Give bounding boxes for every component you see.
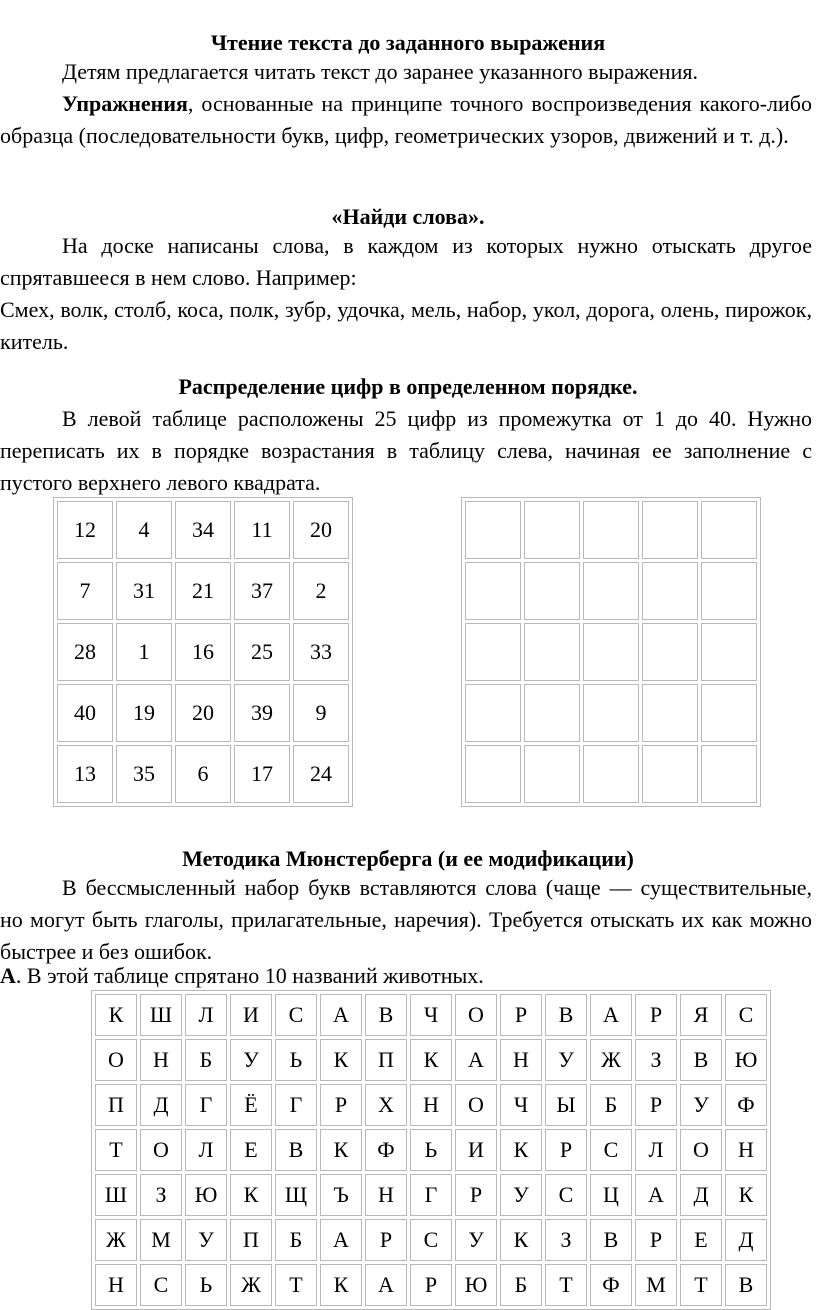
letter-cell: Ь <box>275 1039 317 1081</box>
letter-cell: К <box>230 1174 272 1216</box>
letter-cell: М <box>140 1219 182 1261</box>
empty-cell <box>583 745 639 803</box>
table-row <box>57 623 349 681</box>
number-cell: 16 <box>175 623 231 681</box>
number-cell: 9 <box>293 684 349 742</box>
letter-cell: Ь <box>410 1129 452 1171</box>
letter-cell: К <box>95 994 137 1036</box>
letter-cell: Р <box>365 1219 407 1261</box>
empty-cell <box>524 745 580 803</box>
table-row <box>95 1264 767 1306</box>
letter-cell: Г <box>275 1084 317 1126</box>
letter-cell: Л <box>185 994 227 1036</box>
letter-cell: Р <box>410 1264 452 1306</box>
letter-cell: Н <box>365 1174 407 1216</box>
table-row <box>57 745 349 803</box>
letter-cell: С <box>140 1264 182 1306</box>
letter-cell: З <box>545 1219 587 1261</box>
table-row <box>95 1219 767 1261</box>
letter-cell: Ж <box>95 1219 137 1261</box>
number-cell: 40 <box>57 684 113 742</box>
number-cell: 21 <box>175 562 231 620</box>
letter-cell: А <box>365 1264 407 1306</box>
table-row <box>95 1039 767 1081</box>
reading-text: Детям предлагается читать текст до заранее указанного выражения. <box>62 59 698 84</box>
letter-cell: Д <box>725 1219 767 1261</box>
table-row <box>465 562 757 620</box>
table-row <box>57 501 349 559</box>
letter-cell: Ж <box>590 1039 632 1081</box>
number-cell: 2 <box>293 562 349 620</box>
exercises-label: Упражнения <box>62 91 188 116</box>
empty-cell <box>524 562 580 620</box>
letter-cell: У <box>680 1084 722 1126</box>
letter-cell: У <box>230 1039 272 1081</box>
empty-cell <box>524 684 580 742</box>
empty-cell <box>583 501 639 559</box>
letter-cell: Д <box>680 1174 722 1216</box>
letter-cell: З <box>635 1039 677 1081</box>
letter-cell: Т <box>95 1129 137 1171</box>
letter-cell: С <box>590 1129 632 1171</box>
empty-cell <box>465 501 521 559</box>
letter-cell: П <box>230 1219 272 1261</box>
letter-cell: У <box>500 1174 542 1216</box>
letter-cell: Р <box>455 1174 497 1216</box>
letter-cell: Н <box>725 1129 767 1171</box>
table-row <box>95 1084 767 1126</box>
letter-cell: К <box>320 1264 362 1306</box>
letter-cell: Щ <box>275 1174 317 1216</box>
table-row <box>465 501 757 559</box>
number-cell: 35 <box>116 745 172 803</box>
task-a-line <box>0 960 484 992</box>
find-words-text: На доске написаны слова, в каждом из которых нужно отыскать другое спрятавшееся в нем слово. Например: <box>0 233 812 290</box>
letter-cell: Т <box>545 1264 587 1306</box>
letter-cell: С <box>545 1174 587 1216</box>
letter-cell: Ш <box>140 994 182 1036</box>
letter-cell: В <box>725 1264 767 1306</box>
letter-cell: Д <box>140 1084 182 1126</box>
number-cell: 37 <box>234 562 290 620</box>
empty-cell <box>465 684 521 742</box>
letter-cell: Р <box>635 1219 677 1261</box>
letter-cell: С <box>725 994 767 1036</box>
letter-cell: Б <box>590 1084 632 1126</box>
letter-cell: Ф <box>725 1084 767 1126</box>
letter-cell: Р <box>500 994 542 1036</box>
letter-cell: А <box>635 1174 677 1216</box>
letter-cell: Я <box>680 994 722 1036</box>
exercises-text: , основанные на принципе точного воспроизведения какого-либо образца (последовательности букв, цифр, геометрических узоров, движений и т. д.). <box>0 91 812 148</box>
table-row <box>57 684 349 742</box>
letter-cell: Ф <box>590 1264 632 1306</box>
empty-cell <box>465 745 521 803</box>
letter-cell: Ь <box>185 1264 227 1306</box>
letter-cell: П <box>365 1039 407 1081</box>
letter-cell: Е <box>680 1219 722 1261</box>
letter-cell: С <box>275 994 317 1036</box>
letter-cell: В <box>590 1219 632 1261</box>
letter-cell: П <box>95 1084 137 1126</box>
empty-cell <box>701 501 757 559</box>
section-title-find-words: «Найди слова». <box>331 204 485 229</box>
letter-cell: Т <box>680 1264 722 1306</box>
letter-cell: И <box>455 1129 497 1171</box>
empty-cell <box>701 623 757 681</box>
empty-answer-table <box>461 497 761 807</box>
letter-cell: Ы <box>545 1084 587 1126</box>
letter-cell: З <box>140 1174 182 1216</box>
letter-cell: Р <box>635 994 677 1036</box>
number-cell: 13 <box>57 745 113 803</box>
number-cell: 33 <box>293 623 349 681</box>
letter-cell: О <box>455 1084 497 1126</box>
letter-cell: Ъ <box>320 1174 362 1216</box>
letter-cell: Ж <box>230 1264 272 1306</box>
empty-cell <box>465 562 521 620</box>
letter-cell: Ф <box>365 1129 407 1171</box>
letter-cell: Н <box>140 1039 182 1081</box>
empty-cell <box>642 562 698 620</box>
letter-cell: К <box>320 1129 362 1171</box>
number-cell: 20 <box>175 684 231 742</box>
exercises-paragraph <box>0 88 812 152</box>
table-row <box>57 562 349 620</box>
number-cell: 17 <box>234 745 290 803</box>
letter-cell: К <box>725 1174 767 1216</box>
empty-cell <box>583 562 639 620</box>
number-cell: 39 <box>234 684 290 742</box>
letter-cell: Ш <box>95 1174 137 1216</box>
letter-cell: И <box>230 994 272 1036</box>
letter-cell: Н <box>410 1084 452 1126</box>
table-row <box>465 623 757 681</box>
numbers-table <box>53 497 353 807</box>
letter-cell: Л <box>635 1129 677 1171</box>
letter-cell: А <box>455 1039 497 1081</box>
table-row <box>95 1174 767 1216</box>
letter-cell: О <box>455 994 497 1036</box>
letter-cell: В <box>545 994 587 1036</box>
letter-cell: Ч <box>410 994 452 1036</box>
letter-cell: В <box>275 1129 317 1171</box>
find-words-example: Смех, волк, столб, коса, полк, зубр, удочка, мель, набор, укол, дорога, олень, пирожок, китель. <box>0 297 812 354</box>
number-cell: 12 <box>57 501 113 559</box>
task-a-text: . В этой таблице спрятано 10 названий животных. <box>15 963 484 988</box>
letter-cell: Ч <box>500 1084 542 1126</box>
number-cell: 11 <box>234 501 290 559</box>
letter-cell: Г <box>185 1084 227 1126</box>
letter-cell: М <box>635 1264 677 1306</box>
task-a-label: А <box>0 963 16 988</box>
table-row <box>95 1129 767 1171</box>
letter-cell: В <box>365 994 407 1036</box>
letter-cell: Л <box>185 1129 227 1171</box>
number-cell: 25 <box>234 623 290 681</box>
section-title-munsterberg: Методика Мюнстерберга (и ее модификации) <box>182 846 634 871</box>
letter-cell: Р <box>635 1084 677 1126</box>
letter-cell: Ю <box>725 1039 767 1081</box>
munsterberg-text: В бессмысленный набор букв вставляются слова (чаще — существительные, но могут быть глаголы, прилагательные, наречия). Требуется отыскать их как можно быстрее и без ошибок. <box>0 875 812 964</box>
empty-cell <box>583 623 639 681</box>
section-title-distribution: Распределение цифр в определенном порядке. <box>178 374 638 399</box>
letter-cell: К <box>410 1039 452 1081</box>
empty-cell <box>642 745 698 803</box>
empty-cell <box>524 623 580 681</box>
table-row <box>465 684 757 742</box>
letter-cell: У <box>545 1039 587 1081</box>
letter-cell: В <box>680 1039 722 1081</box>
number-cell: 31 <box>116 562 172 620</box>
letters-table <box>91 990 771 1310</box>
section-title-reading: Чтение текста до заданного выражения <box>210 30 606 55</box>
empty-cell <box>524 501 580 559</box>
letter-cell: Ю <box>185 1174 227 1216</box>
letter-cell: О <box>140 1129 182 1171</box>
number-cell: 28 <box>57 623 113 681</box>
letter-cell: С <box>410 1219 452 1261</box>
empty-cell <box>583 684 639 742</box>
letter-cell: Т <box>275 1264 317 1306</box>
letter-cell: Ц <box>590 1174 632 1216</box>
letter-cell: Б <box>185 1039 227 1081</box>
table-row <box>465 745 757 803</box>
empty-cell <box>701 684 757 742</box>
number-cell: 20 <box>293 501 349 559</box>
letter-cell: Б <box>275 1219 317 1261</box>
letter-cell: Ё <box>230 1084 272 1126</box>
letter-cell: А <box>320 994 362 1036</box>
letter-cell: О <box>680 1129 722 1171</box>
number-cell: 34 <box>175 501 231 559</box>
letter-cell: Н <box>95 1264 137 1306</box>
empty-cell <box>465 623 521 681</box>
letter-cell: Н <box>500 1039 542 1081</box>
number-cell: 1 <box>116 623 172 681</box>
number-cell: 24 <box>293 745 349 803</box>
letter-cell: О <box>95 1039 137 1081</box>
letter-cell: А <box>590 994 632 1036</box>
distribution-text: В левой таблице расположены 25 цифр из промежутка от 1 до 40. Нужно переписать их в порядке возрастания в таблицу слева, начиная ее заполнение с пустого верхнего левого квадрата. <box>0 406 812 495</box>
empty-cell <box>701 562 757 620</box>
number-cell: 7 <box>57 562 113 620</box>
number-cell: 6 <box>175 745 231 803</box>
number-cell: 19 <box>116 684 172 742</box>
letter-cell: Х <box>365 1084 407 1126</box>
number-cell: 4 <box>116 501 172 559</box>
letter-cell: У <box>455 1219 497 1261</box>
letter-cell: Б <box>500 1264 542 1306</box>
empty-cell <box>642 684 698 742</box>
empty-cell <box>642 623 698 681</box>
letter-cell: Р <box>320 1084 362 1126</box>
letter-cell: Р <box>545 1129 587 1171</box>
letter-cell: А <box>320 1219 362 1261</box>
table-row <box>95 994 767 1036</box>
letter-cell: Г <box>410 1174 452 1216</box>
letter-cell: Ю <box>455 1264 497 1306</box>
letter-cell: Е <box>230 1129 272 1171</box>
letter-cell: К <box>500 1219 542 1261</box>
letter-cell: К <box>320 1039 362 1081</box>
empty-cell <box>701 745 757 803</box>
letter-cell: У <box>185 1219 227 1261</box>
letter-cell: К <box>500 1129 542 1171</box>
empty-cell <box>642 501 698 559</box>
